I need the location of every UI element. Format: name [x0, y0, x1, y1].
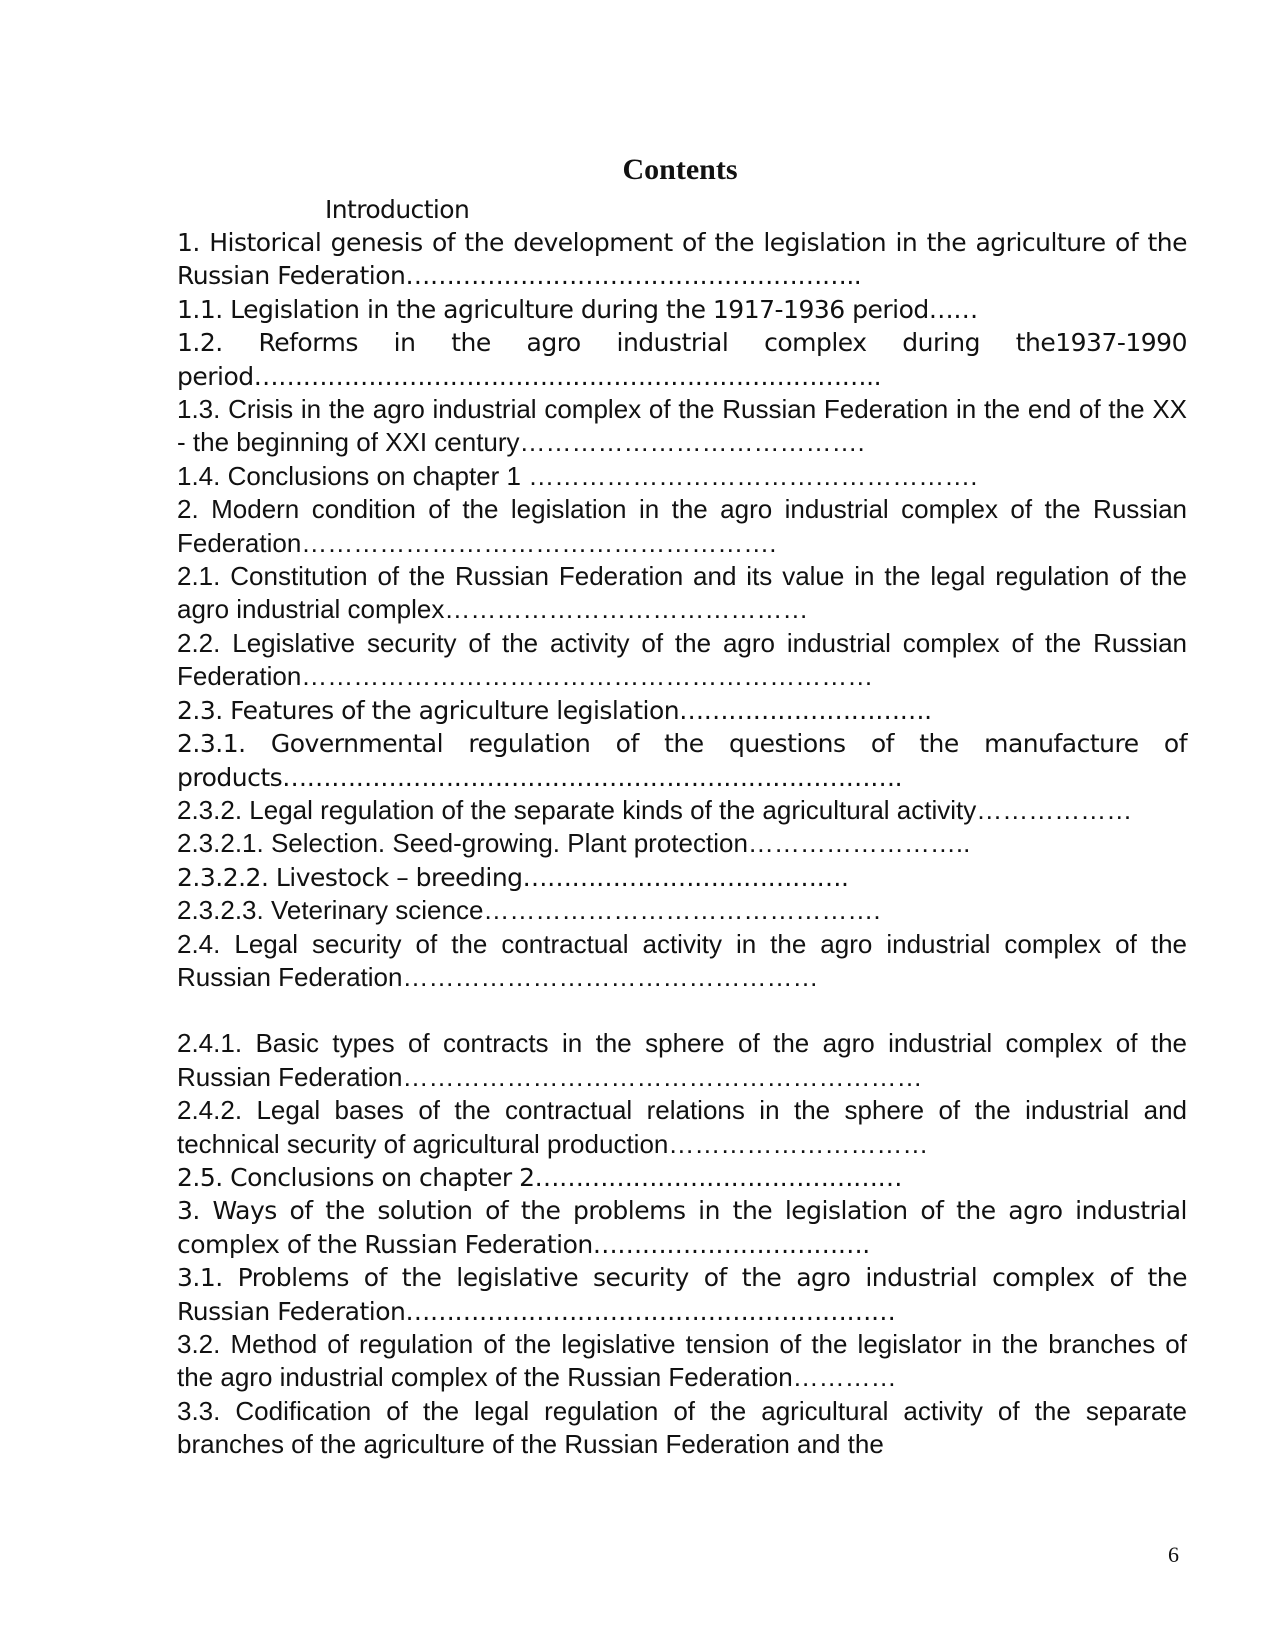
page-title: Contents [622, 153, 738, 186]
toc-entry-3-3: 3.3. Codification of the legal regulation of the agricultural activity of the separate branches of the agriculture of the Russian Federation and the [177, 1395, 1187, 1460]
toc-introduction: Introduction [325, 195, 470, 224]
toc-entry-3-1: 3.1. Problems of the legislative security of the agro industrial complex of the Russian Federation…………………………………………………… [177, 1263, 1187, 1326]
toc-entry-1-1: 1.1. Legislation in the agriculture during the 1917-1936 period…… [177, 294, 978, 324]
toc-entry-2-3-1: 2.3.1. Governmental regulation of the questions of the manufacture of products…………………………………………………………………. [177, 729, 1187, 792]
toc-entry-2-4-1: 2.4.1. Basic types of contracts in the sphere of the agro industrial complex of the Russian Federation…………………………………………………… [177, 1028, 1187, 1092]
toc-entry-3: 3. Ways of the solution of the problems in the legislation of the agro industrial complex of the Russian Federation……………………………. [177, 1196, 1187, 1259]
spacer [177, 994, 1187, 1027]
toc-entry-2-5: 2.5. Conclusions on chapter 2……………………………………… [177, 1162, 903, 1192]
toc-entry-1-4: 1.4. Conclusions on chapter 1 ……………………………………………. [177, 460, 978, 491]
page-number: 6 [1168, 1542, 1179, 1567]
toc-entry-2-3-2: 2.3.2. Legal regulation of the separate kinds of the agricultural activity……………… [177, 794, 1133, 825]
toc-entry-2-3-2-3: 2.3.2.3. Veterinary science………………………………………. [177, 895, 881, 926]
toc-entry-2: 2. Modern condition of the legislation in the agro industrial complex of the Russian Federation………………………………………………. [177, 494, 1187, 558]
toc-entry-1-3: 1.3. Crisis in the agro industrial complex of the Russian Federation in the end of the XX - the beginning of XXI century…………………………………. [177, 394, 1187, 458]
toc-entry-2-1: 2.1. Constitution of the Russian Federation and its value in the legal regulation of the agro industrial complex…………………………………… [177, 561, 1187, 625]
toc-entry-2-3-2-2: 2.3.2.2. Livestock – breeding…………………………………. [177, 862, 849, 892]
toc-entry-2-3: 2.3. Features of the agriculture legislation…………………………. [177, 695, 932, 725]
toc-entry-2-4: 2.4. Legal security of the contractual activity in the agro industrial complex of the Russian Federation………………………………………… [177, 928, 1187, 992]
toc-entry-2-4-2: 2.4.2. Legal bases of the contractual relations in the sphere of the industrial and technical security of agricultural production………………………… [177, 1095, 1187, 1159]
toc-entry-3-2: 3.2. Method of regulation of the legislative tension of the legislator in the branches of the agro industrial complex of the Russian Federation………… [177, 1329, 1187, 1393]
toc-entry-1: 1. Historical genesis of the development of the legislation in the agriculture of the Russian Federation……………………………………………….. [177, 228, 1187, 291]
table-of-contents [177, 226, 1187, 1462]
toc-entry-2-3-2-1: 2.3.2.1. Selection. Seed-growing. Plant protection…………………….. [177, 828, 971, 859]
toc-entry-2-2: 2.2. Legislative security of the activity of the agro industrial complex of the Russian Federation………………………………………………………… [177, 627, 1187, 692]
toc-entry-1-2: 1.2. Reforms in the agro industrial complex during the1937-1990 period………………………………………………………………….. [177, 328, 1187, 391]
